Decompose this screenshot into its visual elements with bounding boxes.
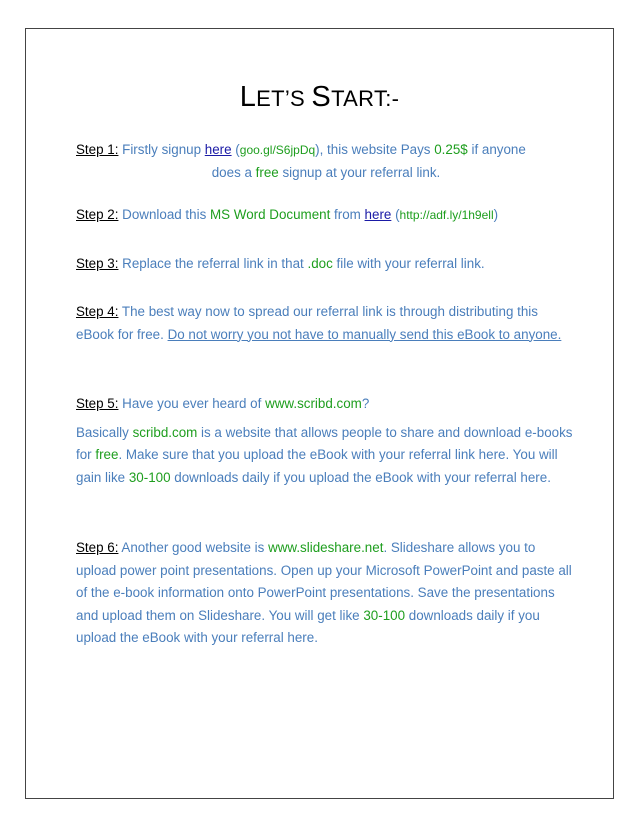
step-text: Download this (118, 207, 210, 222)
step-text: ( (391, 207, 400, 222)
page-title (26, 81, 613, 114)
step-3 (76, 253, 576, 276)
step-3-ext: .doc (307, 256, 333, 271)
step-text: downloads daily if you upload the eBook with your referral here. (170, 469, 551, 485)
step-text: . Slideshare allows you to upload power point presentations. Open up your Microsoft PowerPoint and paste all of the e-book information onto PowerPoint presentations. Save the presentations and upload them on Slideshare. You will get like (76, 540, 572, 623)
step-text: Another good website is (118, 540, 269, 555)
step-text: if anyone (467, 142, 526, 157)
title-part: TART (331, 86, 386, 111)
step-text: ), this website Pays (315, 142, 435, 157)
step-2-doc-name: MS Word Document (210, 207, 331, 222)
title-part: S (311, 81, 332, 113)
step-5-site: www.scribd.com (265, 396, 362, 411)
step-text: from (330, 207, 365, 222)
step-2-here-link[interactable]: here (364, 207, 392, 222)
step-text: ? (361, 396, 370, 411)
step-5-site-2: scribd.com (132, 424, 198, 440)
step-5-free: free (95, 447, 119, 462)
step-1 (76, 139, 576, 184)
step-4 (76, 301, 576, 346)
step-1-free: free (255, 164, 279, 180)
step-2-label: Step 2: (76, 207, 119, 222)
step-text: is a website that allows people to share and download e-books for (76, 424, 573, 462)
step-5-label: Step 5: (76, 396, 119, 411)
step-2 (76, 204, 576, 227)
step-1-here-link[interactable]: here (204, 142, 232, 157)
step-text: does a (211, 164, 256, 180)
step-5-range: 30-100 (128, 469, 171, 485)
step-text: The best way now to spread our referral link is through distributing this eBook for free. (76, 304, 538, 342)
step-text: Firstly signup (118, 142, 205, 157)
title-part: L (239, 81, 257, 113)
step-6-label: Step 6: (76, 540, 119, 555)
step-1-url: goo.gl/S6jpDq (239, 143, 316, 157)
step-text: downloads daily if you upload the eBook with your referral here. (76, 607, 540, 645)
step-text: Replace the referral link in that (118, 256, 308, 271)
step-text: Basically (76, 424, 133, 440)
step-6-site: www.slideshare.net (268, 540, 384, 555)
step-4-label: Step 4: (76, 304, 119, 319)
step-1-label: Step 1: (76, 142, 119, 157)
step-text: ) (493, 207, 499, 222)
step-text: signup at your referral link. (278, 164, 441, 180)
step-1-amount: 0.25$ (434, 142, 468, 157)
step-5 (76, 393, 576, 489)
title-part: :- (385, 86, 400, 111)
document-page (25, 28, 614, 799)
step-4-underlined-note: Do not worry you not have to manually send this eBook to anyone. (167, 326, 562, 342)
title-part: ’S (284, 86, 312, 111)
step-2-url: http://adf.ly/1h9ell (399, 208, 494, 222)
step-text: Have you ever heard of (118, 396, 266, 411)
step-6 (76, 537, 576, 650)
title-part: ET (256, 86, 285, 111)
step-6-range: 30-100 (363, 607, 406, 623)
step-text: ( (231, 142, 240, 157)
step-text: . Make sure that you upload the eBook with your referral link here. You will gain like (76, 447, 558, 485)
step-text: file with your referral link. (332, 256, 485, 271)
step-3-label: Step 3: (76, 256, 119, 271)
